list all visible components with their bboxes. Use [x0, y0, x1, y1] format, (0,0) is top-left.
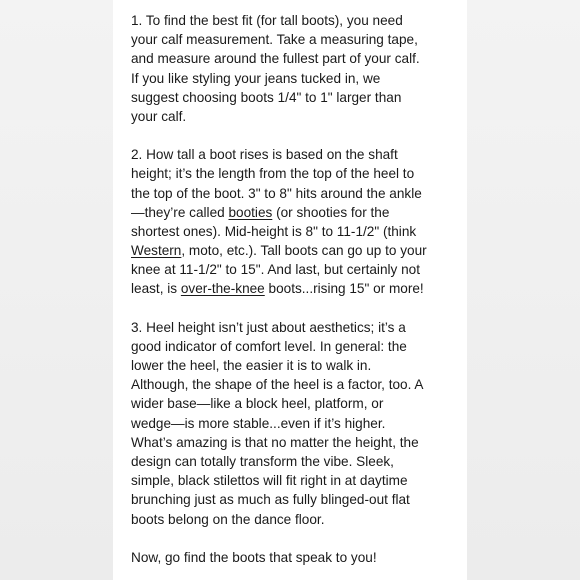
- text-line: suggest choosing boots 1/4" to 1" larger than: [131, 89, 402, 105]
- text-line: If you like styling your jeans tucked in, we: [131, 70, 381, 86]
- paragraph-heel-height: [131, 318, 467, 529]
- text-line: [131, 241, 467, 260]
- paragraph-calf-measurement: [131, 11, 467, 126]
- text-segment: (or shooties for the: [272, 204, 390, 220]
- left-margin-panel: [0, 0, 113, 580]
- text-line: height; it’s the length from the top of the heel to: [131, 166, 415, 182]
- text-line: What’s amazing is that no matter the height, the: [131, 434, 419, 450]
- text-line: wider base—like a block heel, platform, or: [131, 396, 384, 412]
- paragraph-shaft-height: [131, 145, 467, 299]
- text-segment: —they’re called: [131, 204, 229, 220]
- text-line: 3. Heel height isn’t just about aesthetics; it’s a: [131, 319, 406, 335]
- western-link[interactable]: Western: [131, 243, 182, 259]
- text-line: design can totally transform the vibe. Sleek,: [131, 453, 394, 469]
- text-line: wedge—is more stable...even if it’s higher.: [131, 415, 386, 431]
- article-card: [113, 0, 467, 580]
- paragraph-closing: [131, 548, 467, 567]
- booties-link[interactable]: booties: [228, 204, 273, 220]
- text-line: Although, the shape of the heel is a factor, too. A: [131, 377, 424, 393]
- text-line: knee at 11-1/2" to 15". And last, but certainly not: [131, 262, 421, 278]
- text-segment: least, is: [131, 281, 181, 297]
- text-line: lower the heel, the easier it is to walk in.: [131, 358, 372, 373]
- text-line: 1. To find the best fit (for tall boots), you need: [131, 13, 403, 28]
- text-line: good indicator of comfort level. In general: the: [131, 338, 407, 354]
- text-line: Now, go find the boots that speak to you!: [131, 549, 377, 565]
- text-line: and measure around the fullest part of your calf.: [131, 51, 420, 67]
- text-segment: boots...rising 15" or more!: [264, 281, 424, 297]
- text-line: the top of the boot. 3" to 8" hits around the ankle: [131, 185, 422, 201]
- text-line: 2. How tall a boot rises is based on the shaft: [131, 147, 398, 163]
- text-line: boots belong on the dance floor.: [131, 511, 325, 527]
- text-line: [131, 279, 467, 298]
- text-line: your calf.: [131, 108, 187, 124]
- right-margin-panel: [467, 0, 580, 580]
- text-line: brunching just as much as fully blinged-out flat: [131, 492, 410, 508]
- text-segment: , moto, etc.). Tall boots can go up to your: [181, 243, 427, 259]
- text-line: shortest ones). Mid-height is 8" to 11-1/2" (think: [131, 223, 417, 239]
- text-line: [131, 203, 467, 222]
- text-line: simple, black stilettos will fit right in at daytime: [131, 473, 408, 489]
- over-the-knee-link[interactable]: over-the-knee: [180, 281, 265, 297]
- text-line: your calf measurement. Take a measuring tape,: [131, 32, 418, 48]
